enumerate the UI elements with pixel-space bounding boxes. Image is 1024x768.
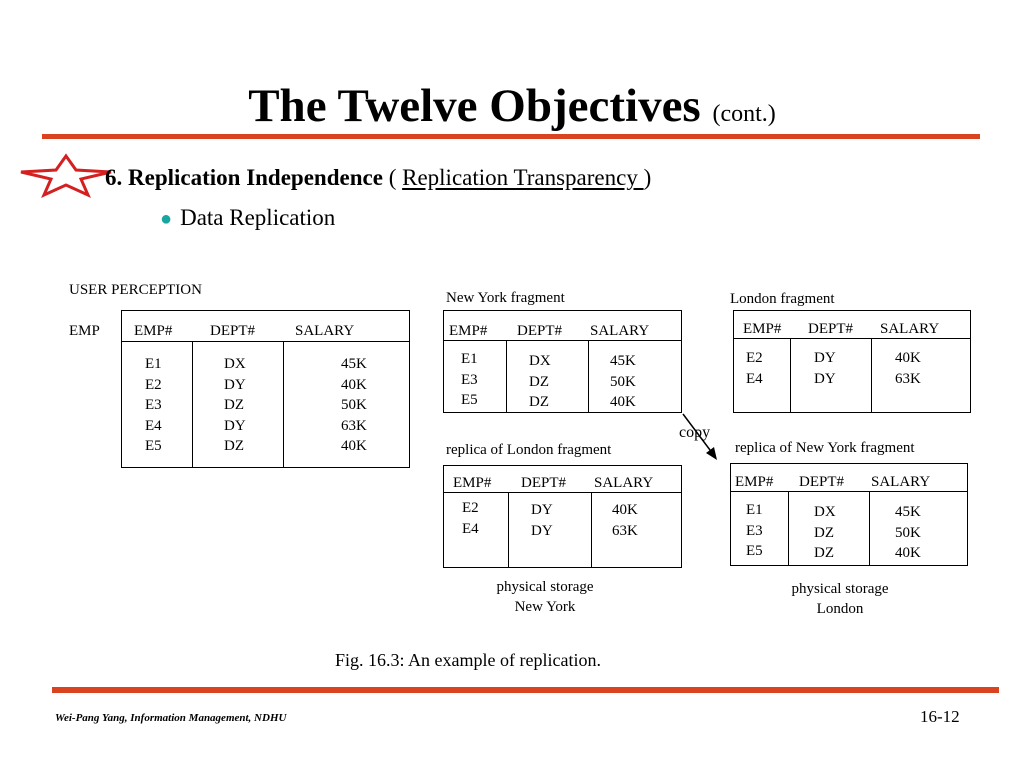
user-perception-label: USER PERCEPTION [69,282,202,298]
header-emp: EMP# [449,323,488,339]
column-emp: E1 E3 E5 [461,351,478,408]
slide-title [0,78,1024,142]
header-dept: DEPT# [808,321,853,337]
header-salary: SALARY [871,474,931,490]
heading-close: ) [643,165,652,190]
title-main: The Twelve Objectives [248,80,701,132]
header-emp: EMP# [743,321,782,337]
star-icon [18,152,114,198]
section-heading [105,163,651,193]
figure-caption: Fig. 16.3: An example of replication. [335,650,601,670]
column-salary: 40K 63K [895,350,921,387]
bottom-rule [52,687,999,693]
column-emp: E1 E2 E3 E4 E5 [145,356,162,454]
ny-fragment-label: New York fragment [446,290,565,306]
storage-london-line2: London [816,601,864,617]
replica-london-table [443,465,682,568]
bullet-icon: ● [160,208,173,230]
column-dept: DY DY [531,502,553,539]
relation-name: EMP [69,323,100,339]
header-salary: SALARY [880,321,940,337]
header-dept: DEPT# [517,323,562,339]
header-dept: DEPT# [521,475,566,491]
column-dept: DX DY DZ DY DZ [224,356,246,454]
header-dept: DEPT# [799,474,844,490]
column-emp: E2 E4 [746,350,763,387]
storage-ny-line1: physical storage [496,579,594,595]
ny-fragment-table [443,310,682,413]
header-emp: EMP# [735,474,774,490]
replica-ny-label: replica of New York fragment [735,440,915,456]
page-number: 16-12 [920,707,960,726]
column-salary: 45K 40K 50K 63K 40K [341,356,367,454]
column-dept: DX DZ DZ [814,504,836,561]
replica-london-label: replica of London fragment [446,442,612,458]
footer-author: Wei-Pang Yang, Information Management, NDHU [55,712,287,724]
london-fragment-table [733,310,971,413]
storage-ny-line2: New York [514,599,576,615]
storage-london-line1: physical storage [791,581,889,597]
header-emp: EMP# [134,323,173,339]
heading-open: ( [382,165,403,190]
column-emp: E2 E4 [462,500,479,537]
header-dept: DEPT# [210,323,255,339]
title-suffix: (cont.) [712,101,776,127]
column-emp: E1 E3 E5 [746,502,763,559]
header-salary: SALARY [594,475,654,491]
header-salary: SALARY [590,323,650,339]
column-dept: DY DY [814,350,836,387]
bullet-text: Data Replication [180,205,336,230]
heading-bold: 6. Replication Independence [105,165,383,190]
replica-ny-table [730,463,968,566]
column-salary: 45K 50K 40K [895,504,921,561]
london-fragment-label: London fragment [730,291,835,307]
heading-link[interactable]: Replication Transparency [402,165,644,190]
column-dept: DX DZ DZ [529,353,551,410]
column-salary: 40K 63K [612,502,638,539]
user-perception-table [121,310,410,468]
header-salary: SALARY [295,323,355,339]
copy-label: copy [679,424,711,441]
bullet-item [160,203,335,234]
top-rule [42,134,980,139]
header-emp: EMP# [453,475,492,491]
column-salary: 45K 50K 40K [610,353,636,410]
